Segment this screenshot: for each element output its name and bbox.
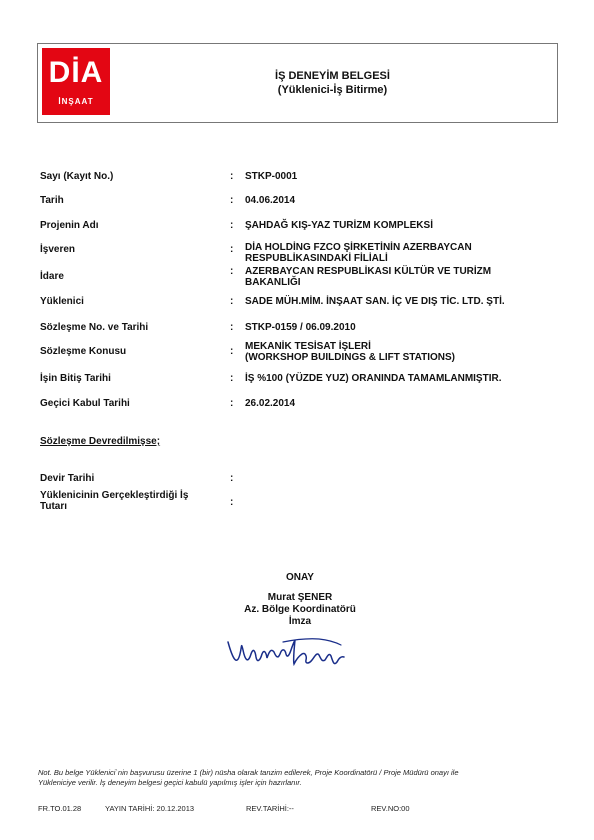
field-value-line: AZERBAYCAN RESPUBLİKASI KÜLTÜR VE TURİZM [245,266,492,277]
field-label: Yüklenici [40,296,84,307]
field-value-line: DİA HOLDİNG FZCO ŞİRKETİNİN AZERBAYCAN [245,242,472,253]
signature-label: İmza [288,616,312,627]
field-label: İdare [40,271,64,282]
document-title-block [118,69,547,97]
document-header [37,43,558,123]
approver-role: Az. Bölge Koordinatörü [244,604,356,615]
field-label: Sayı (Kayıt No.) [40,171,114,182]
field-value [245,266,565,288]
field-colon: : [230,266,234,277]
field-colon: : [230,244,234,255]
footer-form-code: FR.TO.01.28 [38,804,82,813]
handwritten-signature [223,630,363,675]
field-label: Tarih [40,195,64,206]
footer-revision-no: REV.NO:00 [371,804,410,813]
transfer-section-heading: Sözleşme Devredilmişse; [40,436,161,447]
field-colon: : [230,220,234,231]
field-label [40,490,210,512]
field-colon: : [230,497,234,508]
approval-title: ONAY [286,572,314,583]
field-label: Devir Tarihi [40,473,95,484]
note-line: Yükleniciye verilir. İş deneyim belgesi geçici kabulü yapılmış işler için hazırlanır. [38,778,302,787]
field-colon: : [230,473,234,484]
field-colon: : [230,373,234,384]
logo-subtext: İNŞAAT [58,97,94,106]
field-value [245,242,565,264]
field-colon: : [230,171,234,182]
field-value [245,341,565,363]
field-colon: : [230,322,234,333]
field-value: SADE MÜH.MİM. İNŞAAT SAN. İÇ VE DIŞ TİC. LTD. ŞTİ. [245,296,505,307]
field-label: Sözleşme No. ve Tarihi [40,322,149,333]
field-value-line: (WORKSHOP BUILDINGS & LIFT STATIONS) [245,352,455,363]
field-colon: : [230,296,234,307]
document-note [38,768,558,788]
logo-text: DİA [48,56,104,89]
field-label-line: Tutarı [40,501,68,512]
field-value-line: RESPUBLİKASINDAKİ FİLİALİ [245,253,388,264]
field-label: Geçici Kabul Tarihi [40,398,130,409]
field-label: İşveren [40,244,76,255]
note-line: Not. Bu belge Yüklenici`nin başvurusu üzerine 1 (bir) nüsha olarak tanzim edilerek, Proje Koordinatörü / Proje Müdürü onayı ile [38,768,459,777]
footer-revision-date: REV.TARİHİ:-- [246,804,294,813]
field-value: ŞAHDAĞ KIŞ-YAZ TURİZM KOMPLEKSİ [245,220,433,231]
field-label: Projenin Adı [40,220,99,231]
field-value: STKP-0159 / 06.09.2010 [245,322,356,333]
field-colon: : [230,346,234,357]
field-label: İşin Bitiş Tarihi [40,373,111,384]
field-value: 26.02.2014 [245,398,296,409]
field-label-line: Yüklenicinin Gerçekleştirdiği İş [40,490,189,501]
footer-publish-date: YAYIN TARİHİ: 20.12.2013 [105,804,195,813]
field-colon: : [230,195,234,206]
field-value-line: MEKANİK TESİSAT İŞLERİ [245,341,371,352]
document-title: İŞ DENEYİM BELGESİ [275,70,390,82]
company-logo [42,48,110,115]
field-value-line: BAKANLIĞI [245,277,301,288]
approver-name: Murat ŞENER [267,592,333,603]
field-value: STKP-0001 [245,171,298,182]
field-value: İŞ %100 (YÜZDE YUZ) ORANINDA TAMAMLANMIŞTIR. [245,373,502,384]
field-value: 04.06.2014 [245,195,296,206]
field-label: Sözleşme Konusu [40,346,127,357]
document-subtitle: (Yüklenici-İş Bitirme) [277,84,388,96]
field-colon: : [230,398,234,409]
